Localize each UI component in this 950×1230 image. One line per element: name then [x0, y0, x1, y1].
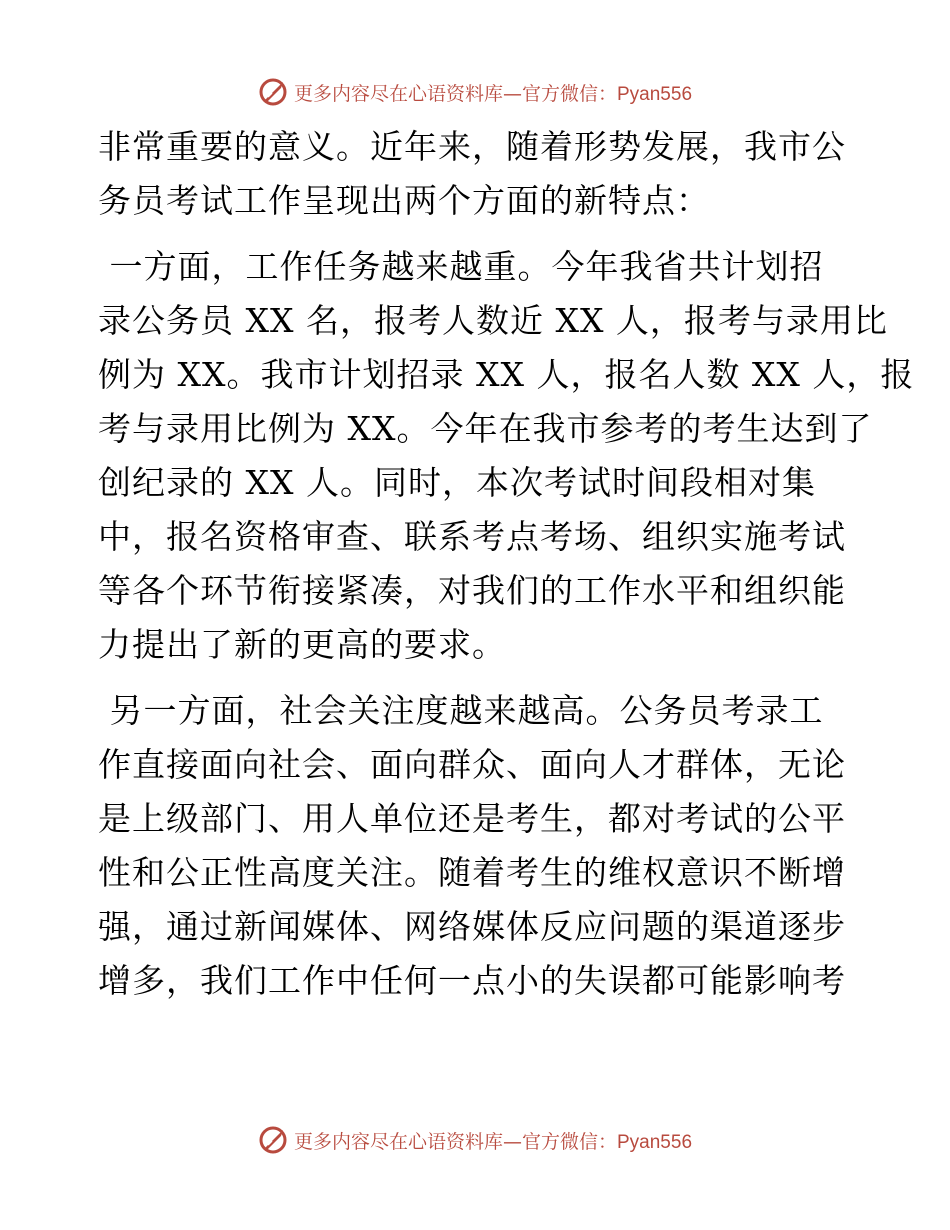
paragraph-3	[98, 684, 854, 1008]
header-watermark	[0, 72, 950, 112]
text-line: 录公务员 XX 名，报考人数近 XX 人，报考与录用比	[98, 301, 888, 340]
paragraph-1	[98, 120, 854, 228]
text-line: 一方面，工作任务越来越重。今年我省共计划招	[98, 247, 824, 286]
quill-logo-icon	[258, 1125, 288, 1155]
text-line: 非常重要的意义。近年来，随着形势发展，我市公	[98, 127, 846, 166]
document-body	[98, 120, 915, 1008]
text-line: 作直接面向社会、面向群众、面向人才群体，无论	[98, 745, 846, 784]
text-line: 力提出了新的更高的要求。	[98, 625, 506, 664]
quill-logo-icon	[258, 77, 288, 107]
text-line: 强，通过新闻媒体、网络媒体反应问题的渠道逐步	[98, 907, 846, 946]
text-line: 例为 XX。我市计划招录 XX 人，报名人数 XX 人，报	[98, 355, 915, 394]
watermark-text: 更多内容尽在心语资料库—官方微信：Pyan556	[293, 82, 693, 105]
text-line: 考与录用比例为 XX。今年在我市参考的考生达到了	[98, 409, 873, 448]
text-line: 中，报名资格审查、联系考点考场、组织实施考试	[98, 517, 846, 556]
text-line: 务员考试工作呈现出两个方面的新特点：	[98, 181, 710, 220]
text-line: 创纪录的 XX 人。同时，本次考试时间段相对集	[98, 463, 816, 502]
text-line: 另一方面，社会关注度越来越高。公务员考录工	[98, 691, 824, 730]
watermark-text: 更多内容尽在心语资料库—官方微信：Pyan556	[293, 1130, 693, 1153]
footer-watermark	[0, 1120, 950, 1160]
text-line: 等各个环节衔接紧凑，对我们的工作水平和组织能	[98, 571, 846, 610]
text-line: 是上级部门、用人单位还是考生，都对考试的公平	[98, 799, 846, 838]
text-line: 增多，我们工作中任何一点小的失误都可能影响考	[98, 961, 846, 1000]
text-line: 性和公正性高度关注。随着考生的维权意识不断增	[98, 853, 846, 892]
paragraph-2	[98, 240, 915, 672]
